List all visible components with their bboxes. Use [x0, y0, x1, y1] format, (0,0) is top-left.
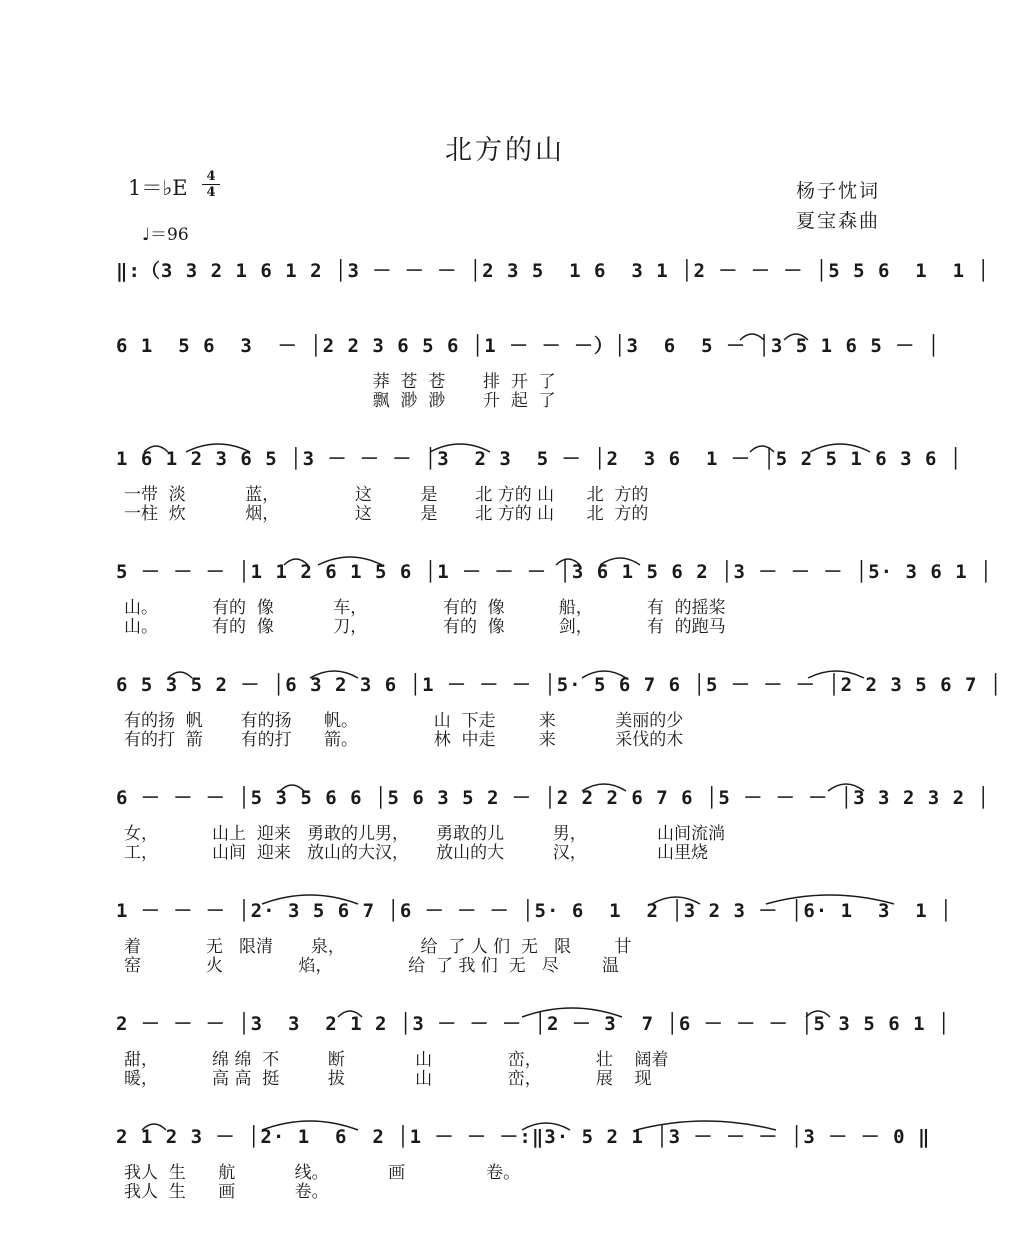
- lyric-verse-2: 一柱 炊 烟， 这 是 北 方的 山 北 方的: [124, 504, 649, 524]
- quarter-note-icon: ♩: [142, 225, 151, 245]
- slur-mark: [766, 895, 894, 904]
- slur-mark: [284, 559, 308, 565]
- time-signature-bottom: 4: [206, 185, 216, 200]
- slur-mark: [806, 1011, 830, 1017]
- slur-mark: [280, 785, 304, 791]
- slur-mark: [750, 446, 774, 452]
- slur-mark: [262, 1121, 358, 1130]
- lyric-verse-2: 我人 生 画 卷。: [124, 1182, 329, 1202]
- time-signature-top: 4: [206, 169, 216, 184]
- lyric-verse-1: 莽 苍 苍 排 开 了: [124, 372, 556, 392]
- slur-mark: [810, 444, 870, 452]
- slur-mark: [522, 1008, 622, 1017]
- notation-line: 6 5 3 5 2 － │6 3 2 3 6 │1 － － － │5· 5 6 7 6 │5 － － － │2 2 3 5 6 7 │: [116, 674, 1003, 696]
- notation-line: 1 6 1 2 3 6 5 │3 － － － │3 2 3 5 － │2 3 6 1 － │5 2 5 1 6 3 6 │: [116, 448, 963, 470]
- slur-mark: [600, 558, 640, 565]
- lyric-verse-2: 暖， 高 高 挺 拔 山 峦， 展 现: [124, 1069, 652, 1089]
- notation-line: 2 1 2 3 － │2· 1 6 2 │1 － － －:‖3· 5 2 1 │3 － － － │3 － － 0 ‖: [116, 1126, 931, 1148]
- notation-line: 5 － － － │1 1 2 6 1 5 6 │1 － － － │3 6 1 5 6 2 │3 － － － │5· 3 6 1 │: [116, 561, 993, 583]
- slur-mark: [652, 897, 700, 904]
- lyric-verse-1: 山。 有的 像 车， 有的 像 船， 有 的摇桨: [124, 598, 726, 618]
- slur-mark: [522, 1123, 570, 1130]
- lyric-verse-1: 一带 淡 蓝， 这 是 北 方的 山 北 方的: [124, 485, 649, 505]
- notation-line: 1 － － － │2· 3 5 6 7 │6 － － － │5· 6 1 2 │3 2 3 － │6· 1 3 1 │: [116, 900, 953, 922]
- notation-line: 2 － － － │3 3 2 1 2 │3 － － － │2 － 3 7 │6 － － － │5 3 5 6 1 │: [116, 1013, 951, 1035]
- notation-line: 6 － － － │5 3 5 6 6 │5 6 3 5 2 － │2 2 2 6 7 6 │5 － － － │3 3 2 3 2 │: [116, 787, 990, 809]
- slur-mark: [582, 784, 626, 791]
- slur-mark: [582, 671, 626, 678]
- slur-mark: [430, 444, 490, 452]
- slur-mark: [784, 334, 808, 340]
- slur-mark: [144, 446, 168, 452]
- slur-mark: [636, 1121, 776, 1130]
- slur-mark: [808, 671, 864, 678]
- lyric-verse-2: 工， 山间 迎来 放山的大汉， 放山的大 汉， 山里烧: [124, 843, 708, 863]
- lyric-verse-1: 甜， 绵 绵 不 断 山 峦， 壮 阔着: [124, 1050, 669, 1070]
- lyric-verse-1: 有的扬 帆 有的扬 帆。 山 下走 来 美丽的少: [124, 711, 684, 731]
- slur-mark: [318, 557, 382, 565]
- lyric-verse-2: 山。 有的 像 刀， 有的 像 剑， 有 的跑马: [124, 617, 726, 637]
- lyric-verse-2: 有的打 箭 有的打 箭。 林 中走 来 采伐的木: [124, 730, 684, 750]
- lyric-verse-2: 窑 火 焰， 给 了 我 们 无 尽 温: [124, 956, 620, 976]
- slur-mark: [828, 784, 864, 791]
- slur-mark: [262, 895, 358, 904]
- lyric-verse-1: 着 无 限清 泉， 给 了 人 们 无 限 甘: [124, 937, 632, 957]
- slur-mark: [740, 334, 764, 340]
- slur-mark: [310, 671, 358, 678]
- slur-mark: [186, 444, 250, 452]
- slur-mark: [142, 1124, 166, 1130]
- notation-line: ‖:（3 3 2 1 6 1 2 │3 － － － │2 3 5 1 6 3 1 │2 － － － │5 5 6 1 1 │: [116, 260, 990, 282]
- composer: 夏宝森曲: [795, 210, 880, 232]
- lyric-verse-1: 女， 山上 迎来 勇敢的儿男， 勇敢的儿 男， 山间流淌: [124, 824, 725, 844]
- notation-line: 6 1 5 6 3 － │2 2 3 6 5 6 │1 － － －）│3 6 5 － │3 5 1 6 5 － │: [116, 335, 941, 357]
- slur-mark: [556, 559, 580, 565]
- slur-mark: [168, 672, 192, 678]
- slur-mark: [338, 1011, 362, 1017]
- lyric-verse-2: 飘 渺 渺 升 起 了: [124, 391, 556, 411]
- lyric-verse-1: 我人 生 航 线。 画 卷。: [124, 1163, 521, 1183]
- lyricist: 杨子忱词: [795, 180, 880, 202]
- song-title: 北方的山: [445, 135, 565, 166]
- key-signature: 1＝♭E: [128, 176, 188, 200]
- tempo-value: ＝96: [150, 225, 189, 245]
